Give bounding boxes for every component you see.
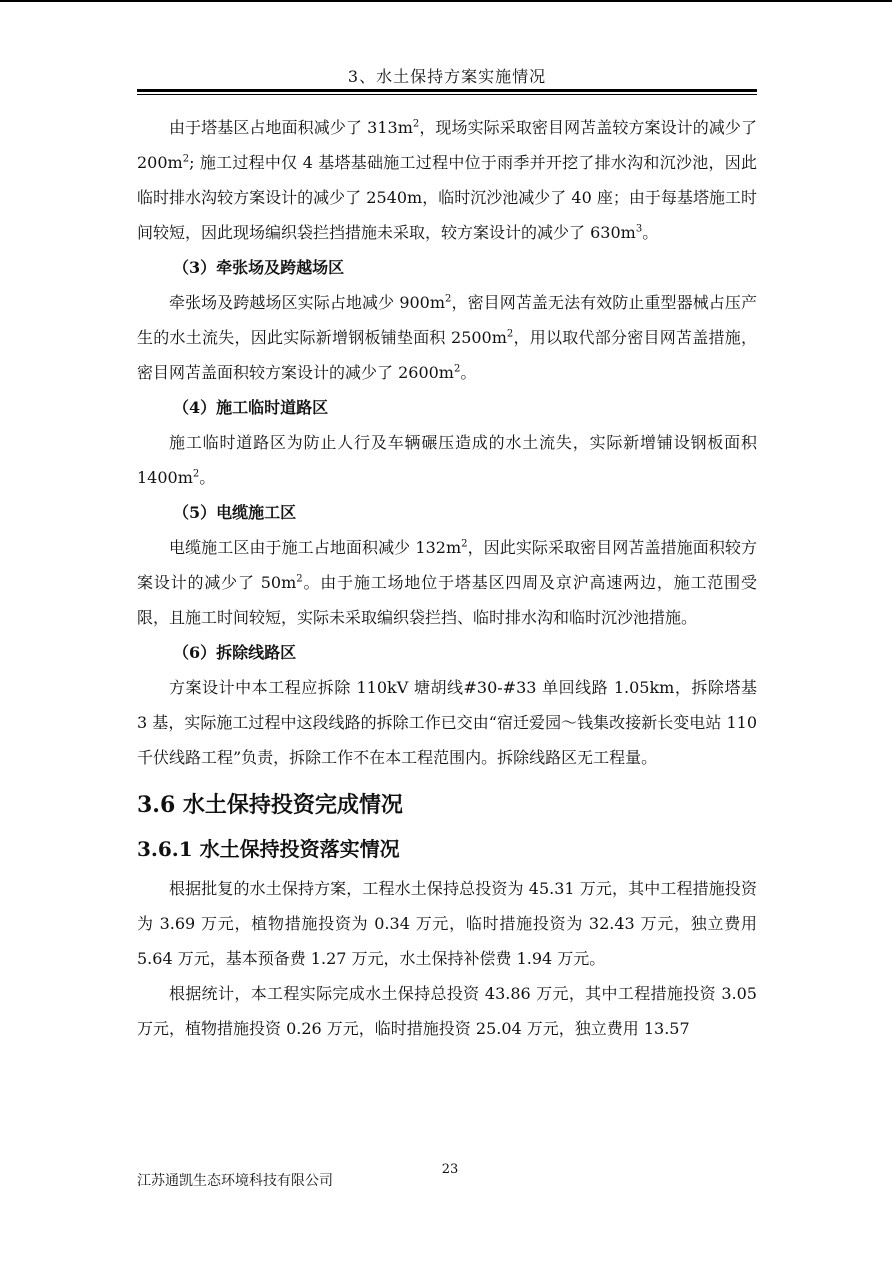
footer-company: 江苏通凯生态环境科技有限公司 <box>137 1173 333 1189</box>
header-rule-thick <box>137 89 757 92</box>
paragraph-approved-investment: 根据批复的水土保持方案，工程水土保持总投资为 45.31 万元，其中工程措施投资为 3.69 万元，植物措施投资为 0.34 万元，临时措施投资为 32.43 万元，独立费用 5.64 万元，基本预备费 1.27 万元，水土保持补偿费 1.94 万元。 <box>137 879 757 968</box>
paragraph-tower-area: 由于塔基区占地面积减少了 $313m^2$，现场实际采取密目网苫盖较方案设计的减少了 $200m^2$; 施工过程中仅 4 基塔基础施工过程中位于雨季并开挖了排水沟和沉沙池，因此临时排水沟较方案设计的减少了 2540m，临时沉沙池减少了 40 座；由于每基塔施工时间较短，因此现场编织袋拦挡措施未采取，较方案设计的减少了 $630m^3$。 <box>137 118 757 242</box>
running-header: 3、水土保持方案实施情况 <box>347 67 547 86</box>
subheading-cable-area: （5）电缆施工区 <box>173 503 297 522</box>
page-number: 23 <box>441 1162 459 1177</box>
page-content <box>137 110 757 1046</box>
section-heading-3-6-1: 3.6.1 水土保持投资落实情况 <box>137 837 400 861</box>
paragraph-actual-investment: 根据统计，本工程实际完成水土保持总投资 43.86 万元，其中工程措施投资 3.05 万元，植物措施投资 0.26 万元，临时措施投资 25.04 万元，独立费用 13.57 <box>137 984 757 1038</box>
paragraph-temp-road: 施工临时道路区为防止人行及车辆碾压造成的水土流失，实际新增铺设钢板面积 $1400m^2$。 <box>137 433 757 487</box>
paragraph-cable-area: 电缆施工区由于施工占地面积减少 $132m^2$，因此实际采取密目网苫盖措施面积较方案设计的减少了 $50m^2$。由于施工场地位于塔基区四周及京沪高速两边，施工范围受限，且施工时间较短，实际未采取编织袋拦挡、临时排水沟和临时沉沙池措施。 <box>137 538 757 627</box>
subheading-demolition: （6）拆除线路区 <box>173 643 297 662</box>
paragraph-demolition: 方案设计中本工程应拆除 110kV 塘胡线#30-#33 单回线路 1.05km，拆除塔基 3 基，实际施工过程中这段线路的拆除工作已交由“宿迁爱园～钱集改接新长变电站 110 千伏线路工程”负责，拆除工作不在本工程范围内。拆除线路区无工程量。 <box>137 678 757 767</box>
header-rule-thin <box>137 94 757 95</box>
paragraph-tension-field: 牵张场及跨越场区实际占地减少 $900m^2$，密目网苫盖无法有效防止重型器械占压产生的水土流失，因此实际新增钢板铺垫面积 $2500m^2$，用以取代部分密目网苫盖措施，密目网苫盖面积较方案设计的减少了 $2600m^2$。 <box>137 293 757 382</box>
subheading-tension-field: （3）牵张场及跨越场区 <box>173 258 345 277</box>
subheading-temp-road: （4）施工临时道路区 <box>173 398 329 417</box>
page-top-border <box>0 0 892 2</box>
section-heading-3-6: 3.6 水土保持投资完成情况 <box>137 792 403 818</box>
